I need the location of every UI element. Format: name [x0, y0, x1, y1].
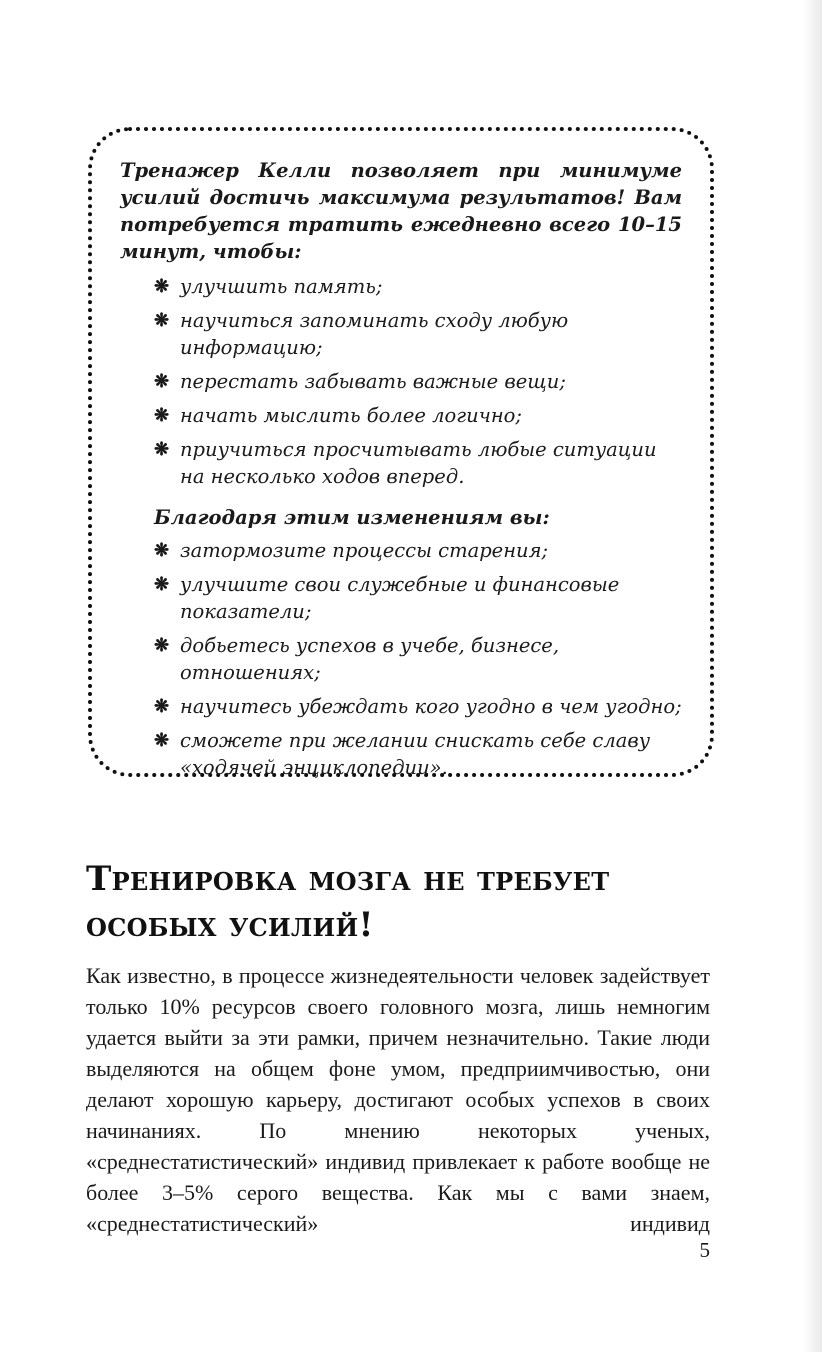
list-item: ❋ затормозите процессы старения;: [154, 539, 549, 562]
flower-bullet-icon: ❋: [154, 371, 170, 392]
flower-bullet-icon: ❋: [154, 730, 170, 751]
callout-box: [88, 127, 714, 777]
goals-list: [120, 273, 682, 490]
page-number: 5: [699, 1238, 710, 1262]
flower-bullet-icon: ❋: [154, 439, 170, 460]
page-edge-shadow: [804, 0, 822, 1352]
flower-bullet-icon: ❋: [154, 696, 170, 717]
flower-bullet-icon: ❋: [154, 405, 170, 426]
list-item: ❋ сможете при желании снискать себе славу «ходячей энциклопедии».: [154, 729, 651, 779]
list-item: ❋ улучшите свои служебные и финансовые показатели;: [154, 573, 620, 623]
list-item: ❋ научитесь убеждать кого угодно в чем угодно;: [154, 695, 682, 718]
list-item: ❋ научиться запоминать сходу любую информацию;: [154, 309, 569, 359]
list-item: ❋ начать мыслить более логично;: [154, 404, 522, 427]
list-item: ❋ улучшить память;: [154, 275, 383, 298]
list-item: ❋ добьетесь успехов в учебе, бизнесе, отношениях;: [154, 634, 560, 684]
benefits-list: [120, 537, 682, 781]
callout-subheading: Благодаря этим изменениям вы:: [154, 506, 550, 529]
list-item: ❋ приучиться просчитывать любые ситуации на несколько ходов вперед.: [154, 438, 657, 488]
section-heading: Тренировка мозга не требует особых усилий!: [86, 859, 610, 945]
flower-bullet-icon: ❋: [154, 574, 170, 595]
callout-intro: Тренажер Келли позволяет при минимуме усилий достичь максимума результатов! Вам потребуется тратить ежедневно всего 10–15 минут, чтобы:: [120, 159, 682, 263]
list-item: ❋ перестать забывать важные вещи;: [154, 370, 566, 393]
body-paragraph: Как известно, в процессе жизнедеятельности человек задействует только 10% ресурсов своего головного мозга, лишь немногим удается выйти за эти рамки, причем незначительно. Такие люди выделяются на общем фоне умом, предприимчивостью, они делают хорошую карьеру, достигают особых успехов в своих начинаниях. По мнению некоторых ученых, «среднестатистический» индивид привлекает к работе вообще не более 3–5% серого вещества. Как мы с вами знаем, «среднестатистический» индивид: [86, 963, 710, 1236]
flower-bullet-icon: ❋: [154, 635, 170, 656]
flower-bullet-icon: ❋: [154, 276, 170, 297]
flower-bullet-icon: ❋: [154, 310, 170, 331]
flower-bullet-icon: ❋: [154, 540, 170, 561]
